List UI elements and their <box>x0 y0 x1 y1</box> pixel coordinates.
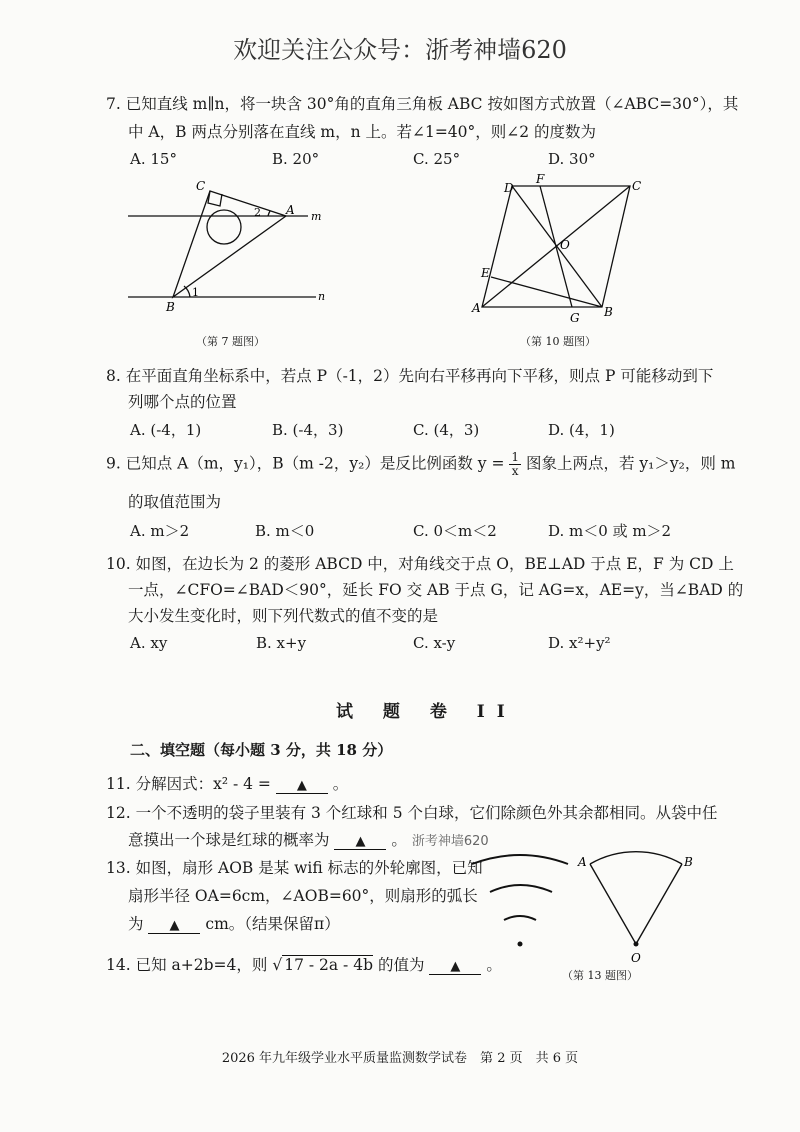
q13-line1: 13. 如图，扇形 AOB 是某 wifi 标志的外轮廓图，已知 <box>106 859 483 877</box>
q9-fraction-numerator: 1 <box>511 450 520 464</box>
q9-line2: 的取值范围为 <box>128 493 222 511</box>
q7-line2: 中 A，B 两点分别落在直线 m，n 上。若∠1=40°，则∠2 的度数为 <box>128 123 597 141</box>
label-a: A <box>286 203 295 217</box>
q9-fraction-denominator: x <box>511 464 519 478</box>
q12-line1: 12. 一个不透明的袋子里装有 3 个红球和 5 个白球，它们除颜色外其余都相同。从袋中任 <box>106 804 718 822</box>
q10-line3: 大小发生变化时，则下列代数式的值不变的是 <box>128 607 439 625</box>
q9-fraction <box>509 451 521 478</box>
q13-answer-blank: ▲ <box>148 918 200 934</box>
label-e: E <box>481 266 490 280</box>
watermark-text: 浙考神墙620 <box>411 834 489 849</box>
q9-option-d: D. m＜0 或 m＞2 <box>548 522 672 540</box>
angle-2-arc <box>268 211 270 216</box>
q8-option-a: A. (-4，1) <box>130 421 202 439</box>
label-g: G <box>570 311 580 324</box>
q10-line2: 一点，∠CFO=∠BAD＜90°，延长 FO 交 AB 于点 G，记 AG=x，AE=y，当∠BAD 的 <box>128 581 744 599</box>
q11 <box>106 772 348 794</box>
q11-answer-blank: ▲ <box>276 778 328 794</box>
label-o: O <box>631 951 641 965</box>
q10-line1: 10. 如图，在边长为 2 的菱形 ABCD 中，对角线交于点 O，BE⊥AD 于点 E，F 为 CD 上 <box>106 555 734 573</box>
radius-oa <box>590 864 636 944</box>
label-b: B <box>604 305 613 319</box>
label-d: D <box>504 181 514 195</box>
q9-line1 <box>106 451 735 478</box>
q12-end: 。 <box>391 831 407 849</box>
q7-line1: 7. 已知直线 m∥n，将一块含 30°角的直角三角板 ABC 按如图方式放置（∠ABC=30°），其 <box>106 95 739 113</box>
q14-text-pre: 14. 已知 a+2b=4，则 <box>106 956 268 974</box>
label-a: A <box>578 855 587 869</box>
q7-option-a: A. 15° <box>130 150 177 168</box>
label-angle-2: 2 <box>254 206 261 219</box>
q10-option-b: B. x+y <box>256 634 307 652</box>
q11-text: 11. 分解因式：x² - 4 = <box>106 775 271 793</box>
q13-text-pre: 为 <box>128 915 144 933</box>
q14-answer-blank: ▲ <box>429 959 481 975</box>
q8-option-d: D. (4，1) <box>548 421 615 439</box>
q13-figure-caption: （第 13 题图） <box>562 969 638 982</box>
q10-figure <box>470 172 650 324</box>
sqrt-sign: √ <box>272 956 283 974</box>
section-title: 试 题 卷 II <box>336 702 517 722</box>
q9-option-c: C. 0＜m＜2 <box>413 522 497 540</box>
q13-line3 <box>128 912 340 934</box>
q14 <box>106 953 502 975</box>
sector-aob <box>590 852 682 944</box>
q7-figure <box>128 176 338 314</box>
label-angle-1: 1 <box>192 286 199 299</box>
q12-answer-blank: ▲ <box>334 834 386 850</box>
label-b: B <box>166 300 175 314</box>
point-o <box>634 942 639 947</box>
q7-option-b: B. 20° <box>272 150 320 168</box>
page-footer: 2026 年九年级学业水平质量监测数学试卷 第 2 页 共 6 页 <box>221 1051 579 1066</box>
q12-line2 <box>128 828 489 850</box>
q13-figure <box>470 848 700 970</box>
q8-option-c: C. (4，3) <box>413 421 480 439</box>
q9-option-b: B. m＜0 <box>255 522 315 540</box>
wifi-arc-middle <box>490 885 552 892</box>
q8-option-b: B. (-4，3) <box>272 421 344 439</box>
q10-option-d: D. x²+y² <box>548 634 611 652</box>
label-b: B <box>684 855 693 869</box>
label-f: F <box>536 172 545 186</box>
label-a: A <box>472 301 481 315</box>
q8-line1: 8. 在平面直角坐标系中，若点 P（-1，2）先向右平移再向下平移，则点 P 可能移动到下 <box>106 367 714 385</box>
q13-line2: 扇形半径 OA=6cm，∠AOB=60°，则扇形的弧长 <box>128 887 478 905</box>
diagonal-bd <box>512 186 602 307</box>
label-c: C <box>632 179 642 193</box>
page-header: 欢迎关注公众号：浙考神墙620 <box>233 36 567 64</box>
q11-end: 。 <box>332 775 349 793</box>
wifi-icon <box>472 855 568 920</box>
q14-text-post: 的值为 <box>377 956 425 974</box>
wifi-arc-inner <box>504 916 536 920</box>
label-o: O <box>560 238 570 252</box>
q7-option-d: D. 30° <box>548 150 596 168</box>
part2-title: 二、填空题（每小题 3 分，共 18 分） <box>130 741 393 759</box>
wifi-arc-outer <box>472 855 568 864</box>
triangle-abc <box>173 191 286 297</box>
segment-be <box>491 277 602 307</box>
q10-figure-caption: （第 10 题图） <box>520 335 596 348</box>
q10-option-c: C. x-y <box>413 634 456 652</box>
q13-text-post: cm。（结果保留π） <box>205 915 340 933</box>
arc-ab <box>590 852 682 864</box>
label-m: m <box>311 210 322 223</box>
wifi-dot <box>518 942 523 947</box>
q14-end: 。 <box>486 956 502 974</box>
q9-text-pre: 9. 已知点 A（m，y₁），B（m -2，y₂）是反比例函数 y = <box>106 454 505 473</box>
q9-text-post: 图象上两点，若 y₁＞y₂，则 m <box>525 454 736 473</box>
triangle-hole <box>207 210 241 244</box>
radius-ob <box>636 864 682 944</box>
q9-option-a: A. m＞2 <box>130 522 190 540</box>
q14-radicand: 17 - 2a - 4b <box>284 956 373 974</box>
label-n: n <box>318 290 326 303</box>
q7-option-c: C. 25° <box>413 150 461 168</box>
q12-text: 意摸出一个球是红球的概率为 <box>128 831 330 849</box>
q8-line2: 列哪个点的位置 <box>128 393 237 411</box>
q10-option-a: A. xy <box>130 634 168 652</box>
q7-figure-caption: （第 7 题图） <box>196 335 265 348</box>
label-c: C <box>196 179 206 193</box>
